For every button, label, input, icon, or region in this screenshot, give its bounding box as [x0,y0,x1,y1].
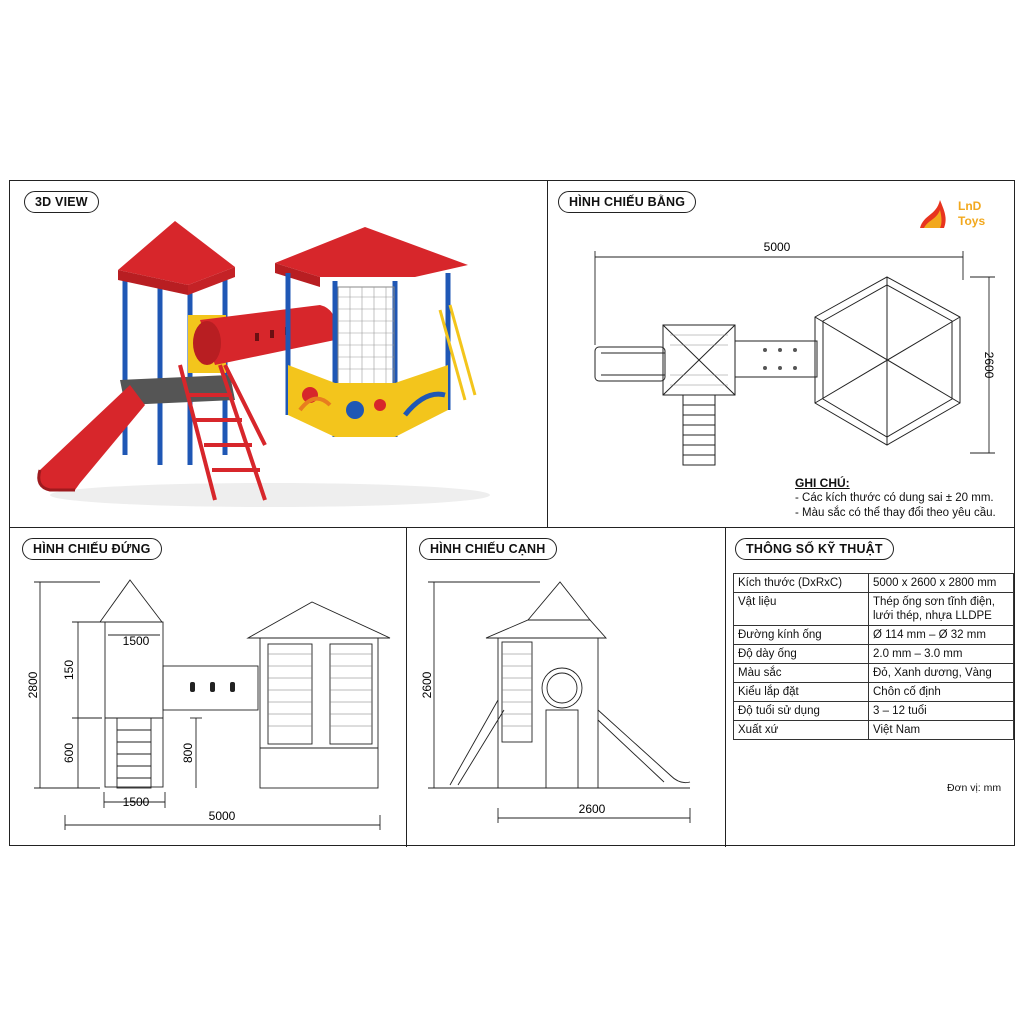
top-view-drawing [575,235,1015,475]
notes-block [795,476,996,521]
spec-row [734,626,1014,645]
dim-front-house-wall: 800 [181,742,195,764]
spec-row [734,683,1014,702]
spec-value: 5000 x 2600 x 2800 mm [869,574,1014,593]
spec-key: Kiểu lắp đặt [734,683,869,702]
panel-label-spec: THÔNG SỐ KỸ THUẬT [735,538,894,560]
spec-row [734,645,1014,664]
spec-value: 2.0 mm – 3.0 mm [869,645,1014,664]
dim-front-base-width: 1500 [122,795,150,809]
spec-value: Việt Nam [869,721,1014,740]
dim-side-height: 2600 [420,671,434,699]
spec-value: 3 – 12 tuổi [869,702,1014,721]
spec-table [733,573,1014,740]
panel-divider-top [547,181,548,527]
flame-logo-icon [918,196,998,232]
spec-key: Xuất xứ [734,721,869,740]
panel-label-side-view: HÌNH CHIẾU CẠNH [419,538,557,560]
brand-logo [918,196,998,232]
panel-divider-bottom-2 [725,527,726,847]
side-view-drawing [420,570,720,840]
note-line-2: - Màu sắc có thể thay đổi theo yêu cầu. [795,507,996,519]
panel-label-3d-view: 3D VIEW [24,191,99,213]
front-view-drawing [20,570,400,840]
dim-front-platform: 600 [62,742,76,764]
spec-row [734,593,1014,626]
spec-row [734,664,1014,683]
dim-top-width: 5000 [763,240,791,254]
spec-row [734,574,1014,593]
unit-note: Đơn vị: mm [947,782,1002,794]
dim-front-total: 5000 [208,809,236,823]
note-line-1: - Các kích thước có dung sai ± 20 mm. [795,492,994,504]
dim-front-tower-width: 1500 [122,634,150,648]
spec-value: Ø 114 mm – Ø 32 mm [869,626,1014,645]
spec-row [734,721,1014,740]
panel-label-top-view: HÌNH CHIẾU BẰNG [558,191,696,213]
logo-text-2: Toys [958,214,986,228]
spec-key: Màu sắc [734,664,869,683]
spec-row [734,702,1014,721]
playground-3d-illustration [20,215,500,515]
notes-heading: GHI CHÚ: [795,476,850,490]
panel-label-front-view: HÌNH CHIẾU ĐỨNG [22,538,162,560]
spec-key: Kích thước (DxRxC) [734,574,869,593]
dim-front-height: 2800 [26,671,40,699]
spec-key: Vật liệu [734,593,869,626]
logo-text-1: LnD [958,199,982,213]
panel-divider-horizontal [10,527,1014,528]
spec-key: Độ dày ống [734,645,869,664]
spec-value: Đỏ, Xanh dương, Vàng [869,664,1014,683]
spec-value: Chôn cố định [869,683,1014,702]
dim-front-roof: 150 [62,659,76,681]
dim-side-width: 2600 [578,802,606,816]
dim-top-depth: 2600 [982,351,996,379]
spec-value: Thép ống sơn tĩnh điện, lưới thép, nhựa LLDPE [869,593,1014,626]
spec-key: Đường kính ống [734,626,869,645]
panel-divider-bottom-1 [406,527,407,847]
spec-key: Độ tuổi sử dụng [734,702,869,721]
